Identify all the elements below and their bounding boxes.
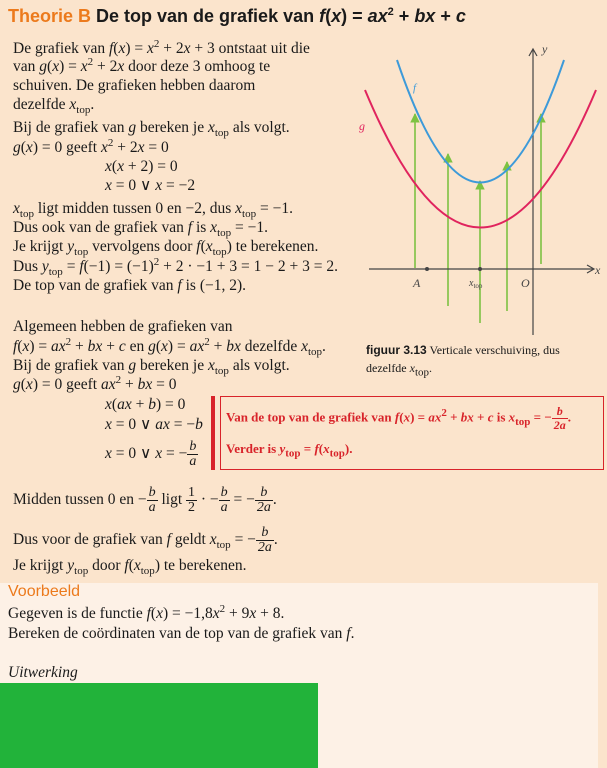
intro-line-4: dezelfde $x_{top}$.: [13, 96, 95, 117]
rule-box: [220, 396, 604, 470]
intro-line-1: De grafiek van $f(x) = x^2 + 2x + 3$ ontstaat uit die: [13, 37, 310, 57]
graph-f: [397, 60, 564, 183]
intro-line-2: van $g(x) = x^2 + 2x$ door deze 3 omhoog te: [13, 55, 271, 75]
point-A: [425, 267, 429, 271]
general-line-3: Bij de grafiek van g bereken je $x_{top}$ als volgt.: [13, 357, 290, 378]
example-heading: Voorbeeld: [8, 583, 81, 600]
y-axis-label: y: [542, 42, 548, 56]
rule-accent-bar: [211, 396, 215, 470]
page-title: [8, 4, 466, 28]
parabola-figure: [355, 40, 603, 335]
general-line-2: $f(x) = ax^2$ + bx + c en $g(x) = ax^2$ + bx dezelfde $x_{top}$.: [13, 335, 326, 359]
intro-line-5: Bij de grafiek van g bereken je $x_{top}$ als volgt.: [13, 119, 290, 140]
intro-line-13: De top van de grafiek van f is (−1, 2).: [13, 277, 247, 294]
label-f: f: [413, 82, 417, 94]
intro-line-6: g(x) = 0 geeft $x^2 + 2x = 0$: [13, 136, 169, 156]
general-line-4: g(x) = 0 geeft $ax^2$ + bx = 0: [13, 373, 177, 393]
intro-line-7: x(x + 2) = 0: [105, 158, 178, 175]
intro-line-8: x = 0 ∨ x = −2: [105, 177, 196, 194]
example-line-1: Gegeven is de functie $f(x) = -1,8x^2 + 9x + 8$.: [8, 602, 285, 622]
caption-label: figuur 3.13: [366, 343, 427, 357]
general-line-10: Je krijgt $y_{top}$ door $f(x_{top})$ te berekenen.: [13, 557, 247, 578]
label-A: A: [413, 276, 421, 290]
x-axis-label: x: [595, 263, 601, 277]
example-line-2: Bereken de coördinaten van de top van de grafiek van f.: [8, 625, 355, 642]
label-xtop: $x_{top}$: [469, 278, 483, 290]
intro-line-3: schuiven. De grafieken hebben daarom: [13, 77, 256, 94]
label-g: g: [359, 119, 365, 133]
figure-caption: figuur 3.13 Verticale verschuiving, dus dezelfde $x_{top}$.: [366, 343, 560, 379]
general-line-7: x = 0 ∨ x = − $\frac{b}{a}$: [105, 439, 197, 469]
general-line-5: x(ax + b) = 0: [105, 396, 186, 413]
general-line-6: x = 0 ∨ ax = −b: [105, 416, 203, 433]
general-line-9: Dus voor de grafiek van f geldt $x_{top}$ = − $\frac{b}{2a}$ .: [13, 525, 278, 555]
general-line-8: Midden tussen 0 en − $\frac{b}{a}$ ligt $\frac{1}{2}$ · − $\frac{b}{a}$ = − $\frac{b}{2a}$ .: [13, 485, 277, 515]
theory-label: Theorie B: [8, 6, 92, 26]
intro-line-12: Dus $y_{top} = f(-1) = (-1)^2 + 2 \cdot -1 + 3 = 1 - 2 + 3 = 2$.: [13, 255, 338, 279]
work-heading: Uitwerking: [8, 664, 78, 681]
intro-line-10: Dus ook van de grafiek van f is $x_{top} = -1$.: [13, 219, 268, 240]
rule-line-1: Van de top van de grafiek van $f(x) = ax^2$ + bx + c is $x_{top}$ = − $\frac{b}{2a}$ .: [226, 404, 571, 432]
rule-line-2: Verder is $y_{top} = f(x_{top})$.: [226, 441, 353, 460]
theory-heading: De top van de grafiek van $f(x) = ax^2$ + bx + c: [96, 6, 466, 26]
general-line-1: Algemeen hebben de grafieken van: [13, 318, 233, 335]
green-block: [0, 683, 318, 768]
point-xtop: [478, 267, 482, 271]
intro-line-9: $x_{top}$ ligt midden tussen 0 en −2, dus $x_{top} = -1$.: [13, 200, 293, 221]
label-O: O: [521, 276, 530, 290]
intro-line-11: Je krijgt $y_{top}$ vervolgens door $f(x_{top})$ te berekenen.: [13, 238, 319, 259]
